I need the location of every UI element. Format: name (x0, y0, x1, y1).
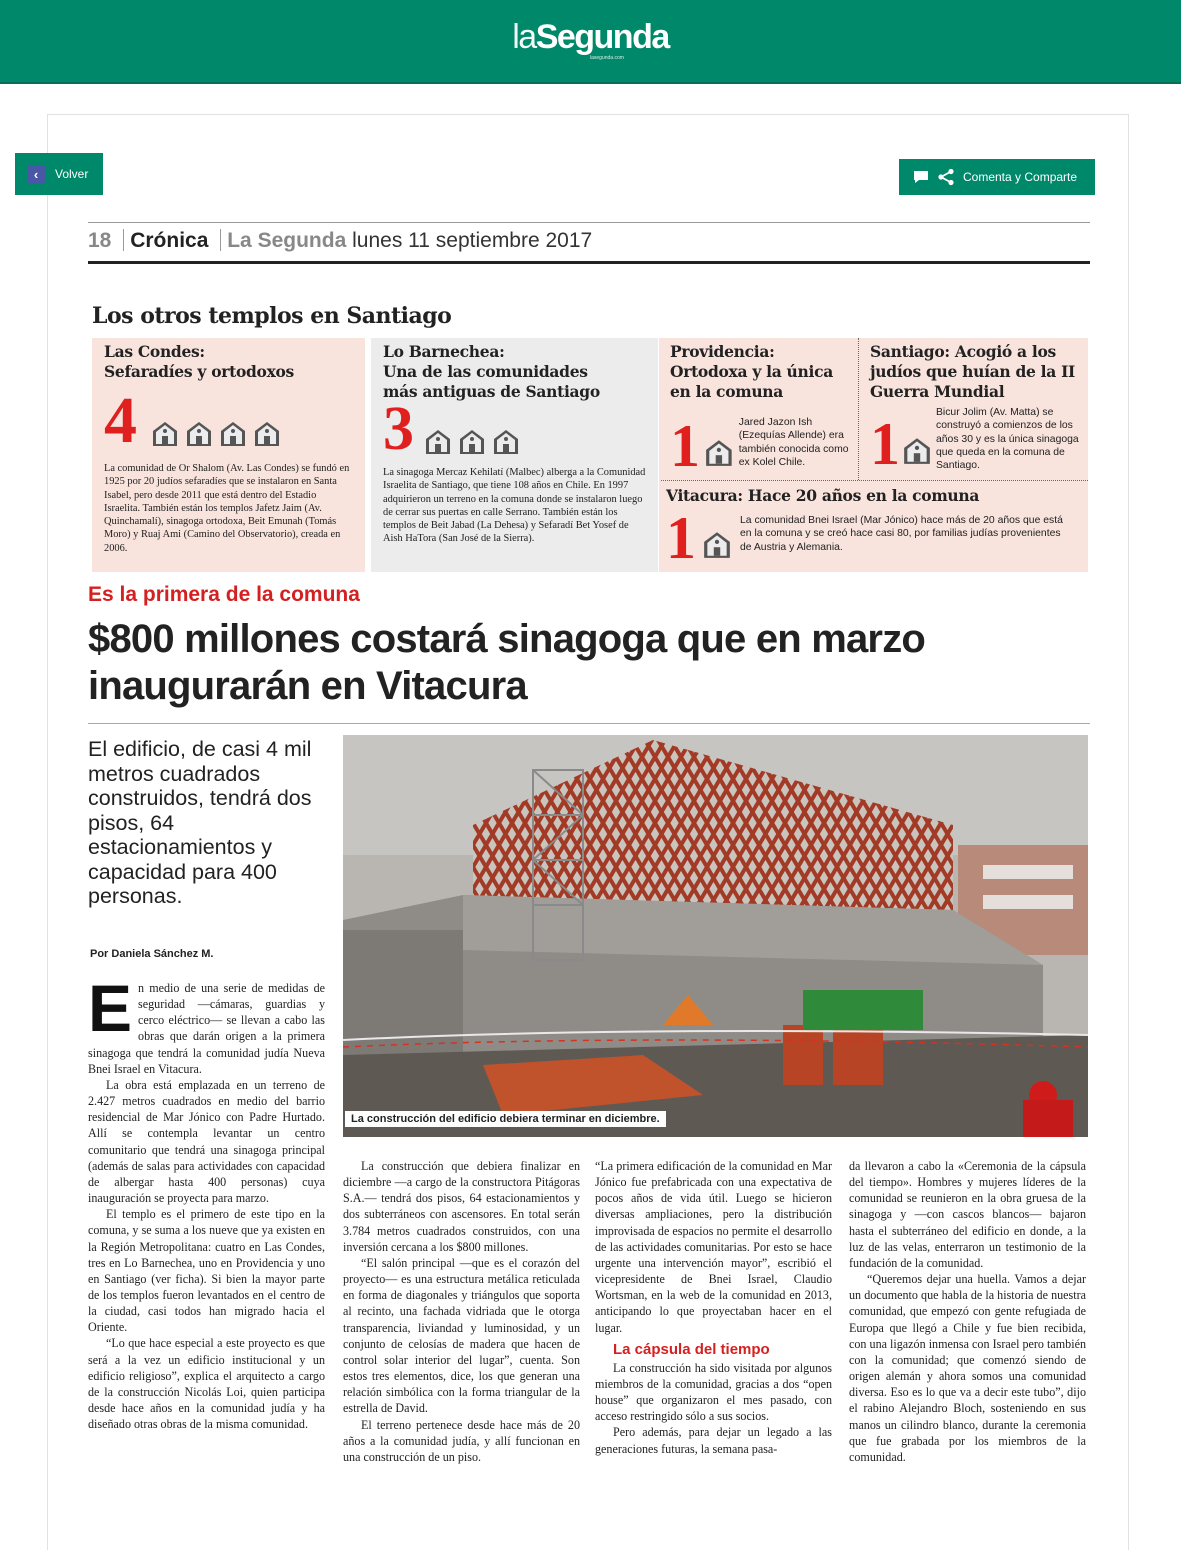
back-button[interactable] (15, 153, 103, 195)
share-label: Comenta y Comparte (963, 170, 1078, 184)
synagogue-icon (492, 428, 520, 454)
temple-count: 1 (666, 505, 696, 571)
paper-brand: La Segunda (227, 229, 347, 252)
chevron-left-icon: ‹ (27, 165, 45, 183)
info-box-head: Las Condes: Sefaradíes y ortodoxos (104, 342, 294, 381)
construction-photo-illustration (343, 735, 1088, 1137)
article-column-1 (88, 971, 325, 1432)
paragraph: “Lo que hace especial a este proyecto es que será a la vez un edificio institucional y un edificio religioso”, explica el arquitecto a cargo de la construcción Nicolás Loi, quien participa desde hace años en la comunidad judía y ha diseñado otras obras de la misma comunidad. (88, 1336, 325, 1432)
separator (220, 229, 221, 251)
synagogue-icons (424, 428, 520, 454)
paragraph: “Queremos dejar una huella. Vamos a dejar un documento que habla de la historia de nuestra comunidad, que empezó con gente refugiada de Europa que llegó a Chile y fue bien recibida, con una ligazón inmensa con Israel pero también con la comunidad; que comenzó siendo de origen alemán y ahora somos una comunidad diversa. Eso es lo que va a decir este tubo”, dijo el rabino Alejandro Bloch, sosteniendo en sus manos un cilindro blanco, durante la ceremonia que fue grabada por los miembros de la comunidad. (849, 1272, 1086, 1464)
paragraph: “El salón principal —que es el corazón del proyecto— es una estructura metálica reticulada en forma de diagonales y triángulos que soporta al recinto, una fachada vidriada que le otorga transparencia, liviandad y luminosidad, y un conjunto de celosías de madera que hacen de control solar interior del lugar”, cuenta. Son estos tres elementos, dice, los que generan una relación simbólica con la forma triangular de la estrella de David. (343, 1255, 580, 1416)
article-column-2 (343, 1158, 580, 1465)
separator (123, 229, 124, 251)
synagogue-icon (219, 420, 247, 446)
header-rule-thick (88, 261, 1090, 264)
info-box-las-condes (92, 338, 365, 572)
photo-caption: La construcción del edificio debiera terminar en diciembre. (345, 1111, 666, 1127)
temple-count: 1 (870, 411, 900, 477)
synagogue-icon (185, 420, 213, 446)
article-column-4 (849, 1158, 1086, 1465)
info-box-head: Vitacura: Hace 20 años en la comuna (666, 486, 980, 505)
paragraph: El terreno pertenece desde hace más de 20 años a la comunidad judía, y allí funcionan en una construcción de un piso. (343, 1417, 580, 1464)
share-button[interactable] (899, 159, 1095, 195)
synagogue-icon (704, 438, 734, 466)
site-header (0, 0, 1181, 84)
article-deck: El edificio, de casi 4 mil metros cuadrados construidos, tendrá dos pisos, 64 estacionamientos y capacidad para 400 personas. (88, 737, 312, 908)
article-subhead: La cápsula del tiempo (613, 1340, 770, 1358)
site-logo[interactable]: laSegunda (512, 18, 669, 56)
divider (858, 338, 859, 480)
info-box-text: Jared Jazon Ish (Ezequías Allende) era también conocida como ex Kolel Chile. (738, 417, 849, 468)
paragraph: La construcción ha sido visitada por algunos miembros de la comunidad, gracias a dos “open house” que organizaron el mes pasado, con acceso restringido sólo a sus socios. (595, 1360, 832, 1424)
info-box-text: La comunidad Bnei Israel (Mar Jónico) hace más de 20 años que está en la comuna y se creó hace casi 80, por familias judías provenientes de Austria y Alemania. (740, 515, 1063, 553)
article-photo (343, 735, 1088, 1137)
comment-icon (913, 170, 929, 184)
paragraph: da llevaron a cabo la «Ceremonia de la cápsula del tiempo». Hombres y mujeres líderes de la comunidad se reunieron en la obra gruesa de la sinagoga y —con cascos blancos— bajaron hasta el subterráneo del edificio en donde, a la luz de las velas, enterraron un testimonio de la fundación de la comunidad. (849, 1159, 1086, 1270)
back-label: Volver (55, 167, 89, 181)
synagogue-icon (151, 420, 179, 446)
paragraph: Pero además, para dejar un legado a las generaciones futuras, la semana pasa- (595, 1425, 832, 1456)
temple-count: 1 (670, 413, 700, 479)
article-headline: $800 millones costará sinagoga que en marzo inaugurarán en Vitacura (88, 617, 926, 708)
paragraph: “La primera edificación de la comunidad en Mar Jónico fue prefabricada con una expectativa de pocos años de vida útil. Luego se hicieron diversas ampliaciones, pero la distribución improvisada de espacios no permite el desarrollo de las actividades comunitarias. Por esto se hace urgente una intervención mayor”, escribió el vicepresidente de Bnei Israel, Claudio Wortsman, en la web de la comunidad en 2013, anticipando lo que proyectaban hacer en el lugar. (595, 1159, 832, 1335)
info-box-head: Lo Barnechea: Una de las comunidades más antiguas de Santiago (383, 342, 600, 401)
info-box-text: La sinagoga Mercaz Kehilatí (Malbec) alberga a la Comunidad Israelita de Santiago, que tiene 108 años en Chile. En 1997 adquirieron un terreno en la comuna donde se instalaron luego de cerrar sus puertas en calle Serrano. También están los templos de Beit Jabad (La Dehesa) y Sefaradí Bet Yosef de Aish HaTora (San José de la Sierra). (383, 467, 646, 545)
synagogue-icon (253, 420, 281, 446)
divider (661, 480, 1088, 481)
infographic-title: Los otros templos en Santiago (92, 303, 452, 329)
site-logo-sub: lasegunda.com (590, 55, 624, 61)
info-box-providencia (670, 342, 850, 479)
info-box-text: Bicur Jolim (Av. Matta) se construyó a comienzos de los años 30 y es la única sinagoga que queda en la comuna de Santiago. (936, 407, 1079, 472)
article-kicker: Es la primera de la comuna (88, 583, 360, 606)
paper-header (88, 229, 592, 253)
paragraph: El templo es el primero de este tipo en la comuna, y se suma a los nueve que ya existen en la Región Metropolitana: cuatro en Las Condes, tres en Lo Barnechea, uno en Providencia y uno en Santiago (ver ficha). Si bien la mayor parte de los templos fueron levantados en el centro de la ciudad, casi todos han migrado hacia el Oriente. (88, 1207, 325, 1335)
info-box-text: La comunidad de Or Shalom (Av. Las Condes) se fundó en 1925 por 20 judíos sefaradíes que se instalaron en Santa Isabel, pero desde 2011 que está dentro del Estadio Israelita. También están los templos Jafetz Jaim (Av. Quinchamalí), sinagoga ortodoxa, Beit Emunah (Tomás Moro) y Ruaj Ami (Camino del Observatorio), creada en 2006. (104, 463, 350, 554)
share-icon (937, 168, 955, 186)
temple-count: 3 (383, 395, 414, 463)
info-box-vitacura (666, 486, 1086, 571)
info-box-lo-barnechea (371, 338, 658, 572)
synagogue-icon (702, 530, 732, 558)
paragraph: n medio de una serie de medidas de seguridad —cámaras, guardias y cerco eléctrico— se llevan a cabo las obras que darán origen a la primera sinagoga que tendrá la comunidad judía Nueva Bnei Israel en Vitacura. (88, 981, 325, 1076)
paragraph: La construcción que debiera finalizar en diciembre —a cargo de la constructora Pitágoras S.A.— tendrá dos pisos, 64 estacionamientos y dos subterráneos con ascensores. En total serán 3.784 metros cuadrados construidos, con una inversión cercana a los $800 millones. (343, 1159, 580, 1254)
synagogue-icon (424, 428, 452, 454)
synagogue-icon (902, 436, 932, 464)
info-box-head: Santiago: Acogió a los judíos que huían de la II Guerra Mundial (870, 342, 1075, 401)
synagogue-icon (458, 428, 486, 454)
section-name: Crónica (130, 229, 209, 252)
info-box-santiago (870, 342, 1082, 477)
drop-cap: E (88, 971, 133, 1045)
paragraph: La obra está emplazada en un terreno de 2.427 metros cuadrados en medio del barrio residencial de Mar Jónico con Padre Hurtado. Allí se contempla levantar un centro comunitario que tendrá una sinagoga principal (además de salas para actividades con capacidad de albergar hasta 400 personas) cuya inauguración se proyecta para marzo. (88, 1077, 325, 1206)
synagogue-icons (151, 420, 281, 446)
article-byline: Por Daniela Sánchez M. (90, 948, 214, 960)
header-rule (88, 222, 1090, 223)
temple-count: 4 (104, 384, 137, 457)
info-box-head: Providencia: Ortodoxa y la única en la comuna (670, 342, 833, 401)
page-number: 18 (88, 229, 112, 252)
article-column-3 (595, 1158, 832, 1457)
paper-date: lunes 11 septiembre 2017 (352, 229, 593, 252)
headline-rule (88, 723, 1090, 724)
